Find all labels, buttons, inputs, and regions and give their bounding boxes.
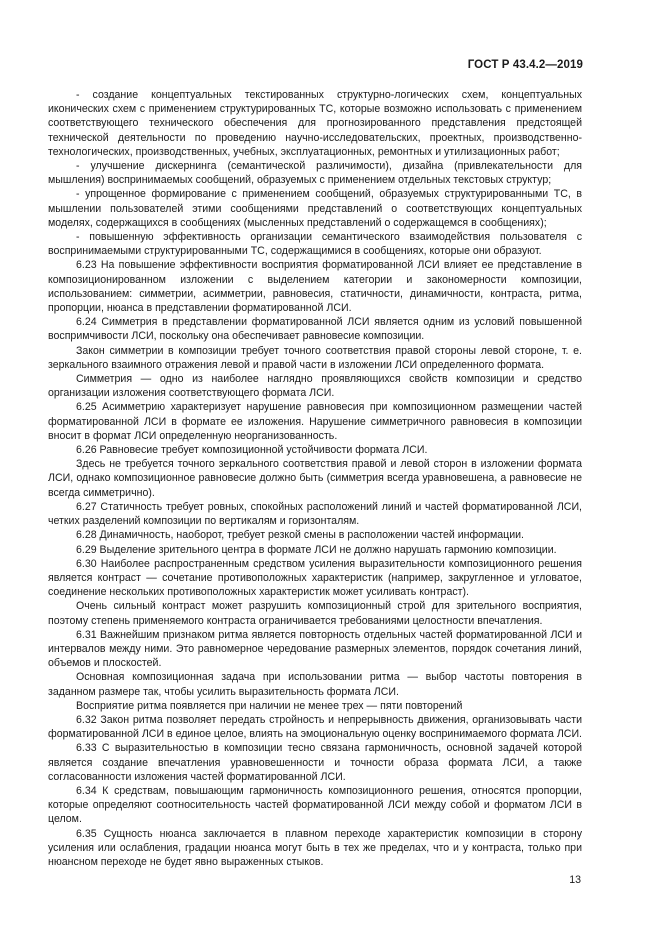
paragraph: - упрощенное формирование с применением сообщений, образуемых структурированными ТС, в мышлении пользователей этими сообщениями представлений о соответствующих концептуальных моделях, содержащихся в сообщениях (мысленных представлений о содержащемся в сообщениях); [48, 188, 582, 229]
paragraph: 6.33 С выразительностью в композиции тесно связана гармоничность, основной задачей которой является создание впечатления уравновешенности и точности образа формата ЛСИ, а также согласованности изложения частей форматированной ЛСИ. [48, 742, 582, 783]
paragraph: 6.27 Статичность требует ровных, спокойных расположений линий и частей форматированной ЛСИ, четких разделений композиции по вертикалям и горизонталям. [48, 500, 582, 528]
document-body [48, 88, 582, 869]
paragraph: 6.28 Динамичность, наоборот, требует резкой смены в расположении частей информации. [76, 529, 524, 542]
paragraph: 6.35 Сущность нюанса заключается в плавном переходе характеристик композиции в сторону усиления или ослабления, градации нюанса могут быть в тех же пределах, что и у контраста, только при нюансном переходе не будет явно выраженных стыков. [48, 827, 582, 868]
paragraph: 6.23 На повышение эффективности восприятия форматированной ЛСИ влияет ее представление в композиционированном изложении с выделением категории и закономерности композиции, использованием: симметрии, асимметрии, равновесия, статичности, динамичности, контраста, ритма, пропорции, нюанса в представлении форматированной ЛСИ. [48, 259, 582, 315]
paragraph: 6.34 К средствам, повышающим гармоничность композиционного решения, относятся пропорции, которые определяют соотносительность частей форматированной ЛСИ между собой и форматом ЛСИ в целом. [48, 784, 582, 826]
paragraph: 6.30 Наиболее распространенным средством усиления выразительности композиционного решения является контраст — сочетание противоположных характеристик (например, закругленное и угловатое, соединение нескольких противоположных характеристик может усиливать контраст). [48, 557, 582, 599]
paragraph: 6.29 Выделение зрительного центра в формате ЛСИ не должно нарушать гармонию композиции. [76, 543, 557, 556]
paragraph: 6.31 Важнейшим признаком ритма является повторность отдельных частей форматированной ЛСИ и интервалов между ними. Это равномерное чередование размерных элементов, порядок сочетания линий, объемов и плоскостей. [48, 628, 582, 670]
paragraph: Закон симметрии в композиции требует точного соответствия правой стороны левой стороне, т. е. зеркального взаимного отражения левой и правой части в изложении ЛСИ определенного формата. [48, 344, 582, 371]
paragraph: Здесь не требуется точного зеркального соответствия правой и левой сторон в изложении формата ЛСИ, однако композиционное равновесие должно быть (симметрия всегда уравновешена, а равновесие не всегда симметрично). [48, 458, 582, 499]
paragraph: 6.32 Закон ритма позволяет передать стройность и непрерывность движения, организовывать части форматированной ЛСИ в единое целое, влиять на эмоциональную оценку воспринимаемого формата ЛСИ. [48, 713, 582, 741]
paragraph: 6.26 Равновесие требует композиционной устойчивости формата ЛСИ. [76, 444, 428, 457]
page-number: 13 [569, 874, 581, 886]
paragraph: 6.24 Симметрия в представлении форматированной ЛСИ является одним из условий повышенной воспримчивости ЛСИ, поскольку она обеспечивает равновесие композиции. [48, 316, 582, 343]
paragraph: Очень сильный контраст может разрушить композиционный строй для зрительного восприятия, поэтому степень применяемого контраста ограничивается требованиями целостности впечатления. [48, 600, 582, 627]
paragraph: 6.25 Асимметрию характеризует нарушение равновесия при композиционном размещении частей форматированной ЛСИ в формате ее изложения. Нарушение симметричного равновесия в композиции вносит в формат ЛСИ определенную неорганизованность. [48, 401, 582, 442]
paragraph: - создание концептуальных текстированных структурно-логических схем, концептуальных иконических схем с применением структурированных ТС, которые возможно использовать с применением соответствующего технического обеспечения для прогнозированного представления предстоящей технической деятельности по проведению научно-исследовательских, проектных, производственно-технологических, производственных, учебных, эксплуатационных, ремонтных и утилизационных работ; [48, 89, 582, 158]
paragraph: - улучшение дискернинга (семантической различимости), дизайна (привлекательности для мышления) воспринимаемых сообщений, образуемых с применением отдельных текстовых структур; [48, 160, 582, 187]
paragraph: Основная композиционная задача при использовании ритма — выбор частоты повторения в заданном размере так, чтобы усилить выразительность формата ЛСИ. [48, 671, 582, 698]
paragraph: - повышенную эффективность организации семантического взаимодействия пользователя с воспринимаемыми структурированными ТС, содержащимися в сообщениях, которые они образуют. [48, 231, 582, 258]
paragraph: Симметрия — одно из наиболее наглядно проявляющихся свойств композиции и средство организации изложения соответствующего формата ЛСИ. [48, 373, 582, 400]
paragraph: Восприятие ритма появляется при наличии не менее трех — пяти повторений [76, 699, 463, 712]
document-code-header: ГОСТ Р 43.4.2—2019 [467, 59, 583, 71]
